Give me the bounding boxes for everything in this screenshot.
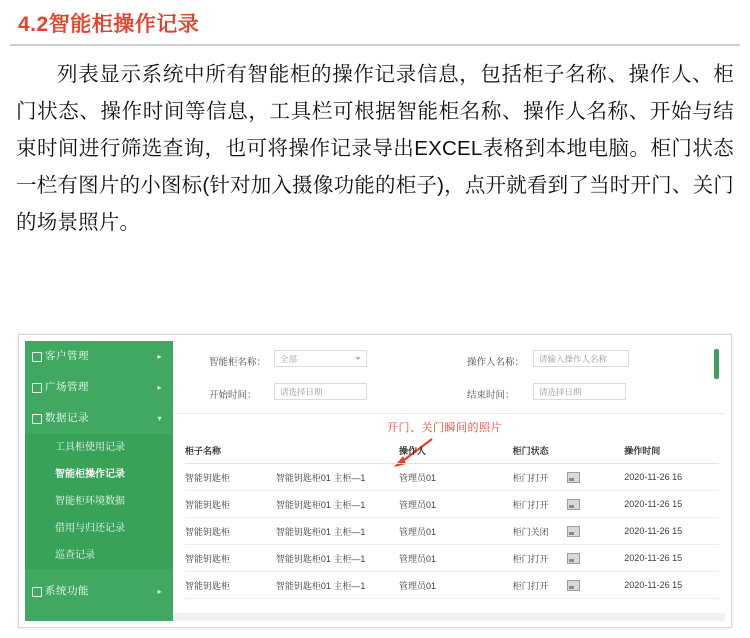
table-header-row — [185, 437, 719, 464]
sidebar — [25, 341, 173, 621]
end-time-label: 结束时间： — [467, 390, 515, 401]
sidebar-item-label: 系统功能 — [45, 585, 89, 597]
horizontal-scrollbar[interactable] — [173, 613, 725, 621]
cell-operator: 管理员01 — [398, 472, 436, 483]
cell-state — [513, 552, 625, 565]
column-header-time: 操作时间 — [624, 445, 661, 456]
state-label: 柜门打开 — [512, 472, 549, 483]
cell-cabinet-detail: 智能钥匙柜01 主柜—1 — [275, 472, 366, 483]
chevron-down-icon — [355, 357, 361, 360]
cell-cabinet: 智能钥匙柜 — [185, 526, 231, 537]
cell-operator: 管理员01 — [398, 526, 436, 537]
table-row[interactable] — [185, 491, 719, 518]
scrollbar-thumb[interactable] — [714, 349, 719, 379]
photo-icon[interactable] — [567, 499, 580, 510]
cell-time: 2020-11-26 16 — [624, 472, 683, 482]
sidebar-item-smart-cabinet-environment[interactable]: 智能柜环境数据 — [25, 488, 173, 515]
sidebar-item-square[interactable] — [25, 372, 173, 403]
heading-divider — [10, 44, 740, 46]
cell-operator: 管理员01 — [398, 580, 436, 591]
state-label: 柜门打开 — [512, 553, 549, 564]
photo-icon[interactable] — [567, 526, 580, 537]
cell-state — [513, 579, 625, 592]
sidebar-item-label: 数据记录 — [45, 412, 89, 424]
end-time-placeholder: 请选择日期 — [539, 387, 582, 397]
gear-icon — [32, 587, 42, 597]
sidebar-item-borrow-return[interactable]: 借用与归还记录 — [25, 515, 173, 542]
box-icon — [32, 414, 42, 424]
cell-cabinet-detail: 智能钥匙柜01 主柜—1 — [275, 499, 366, 510]
sidebar-item-customer[interactable] — [25, 341, 173, 372]
state-label: 柜门打开 — [512, 580, 549, 591]
cell-time: 2020-11-26 15 — [624, 526, 683, 536]
column-header-operator: 操作人 — [398, 445, 426, 456]
cell-time: 2020-11-26 15 — [624, 553, 683, 563]
cell-time: 2020-11-26 15 — [624, 580, 683, 590]
cell-operator: 管理员01 — [398, 499, 436, 510]
cell-operator: 管理员01 — [398, 553, 436, 564]
box-icon — [32, 352, 42, 362]
cell-state — [513, 498, 625, 511]
sidebar-item-label: 广场管理 — [45, 381, 89, 393]
chevron-right-icon: ▸ — [157, 383, 162, 392]
chevron-down-icon: ▾ — [157, 414, 162, 423]
cabinet-name-value: 全部 — [280, 354, 298, 364]
sidebar-item-data-records[interactable] — [25, 403, 173, 434]
sidebar-item-smart-cabinet-operations[interactable]: 智能柜操作记录 — [25, 461, 173, 488]
operator-placeholder: 请输入操作人名称 — [539, 354, 608, 364]
cell-cabinet: 智能钥匙柜 — [185, 580, 231, 591]
sidebar-item-system[interactable] — [25, 576, 173, 607]
cell-cabinet-detail: 智能钥匙柜01 主柜—1 — [275, 526, 366, 537]
sidebar-item-patrol-records[interactable]: 巡查记录 — [25, 542, 173, 569]
sidebar-item-tool-cabinet-usage[interactable]: 工具柜使用记录 — [25, 434, 173, 461]
chevron-right-icon: ▸ — [157, 352, 162, 361]
box-icon — [32, 383, 42, 393]
cell-cabinet-detail: 智能钥匙柜01 主柜—1 — [275, 553, 366, 564]
photo-icon[interactable] — [567, 580, 580, 591]
state-label: 柜门关闭 — [512, 526, 549, 537]
operation-records-table — [185, 437, 719, 599]
cell-cabinet: 智能钥匙柜 — [185, 472, 231, 483]
table-row[interactable] — [185, 572, 719, 599]
table-row[interactable] — [185, 545, 719, 572]
cell-cabinet: 智能钥匙柜 — [185, 553, 231, 564]
cell-cabinet-detail: 智能钥匙柜01 主柜—1 — [275, 580, 366, 591]
cell-state — [513, 525, 625, 538]
cabinet-name-select[interactable] — [274, 350, 367, 367]
column-header-cabinet: 柜子名称 — [185, 445, 222, 456]
app-window — [25, 341, 725, 621]
annotation-text: 开门、关门瞬间的照片 — [387, 422, 502, 434]
state-label: 柜门打开 — [512, 499, 549, 510]
table-row[interactable] — [185, 518, 719, 545]
end-time-input[interactable] — [533, 383, 626, 400]
section-heading: 4.2智能柜操作记录 — [18, 13, 200, 36]
operator-label: 操作人名称： — [467, 357, 525, 368]
photo-icon[interactable] — [567, 553, 580, 564]
body-paragraph: 列表显示系统中所有智能柜的操作记录信息，包括柜子名称、操作人、柜门状态、操作时间等信息，工具栏可根据智能柜名称、操作人名称、开始与结束时间进行筛选查询，也可将操作记录导出EXCEL表格到本地电脑。柜门状态一栏有图片的小图标(针对加入摄像功能的柜子)，点开就看到了当时开门、关门的场景照片。 — [16, 63, 734, 234]
filter-toolbar — [173, 341, 725, 414]
table-row[interactable] — [185, 464, 719, 491]
cell-time: 2020-11-26 15 — [624, 499, 683, 509]
start-time-placeholder: 请选择日期 — [280, 387, 323, 397]
chevron-right-icon: ▸ — [157, 587, 162, 596]
column-header-state: 柜门状态 — [512, 445, 549, 456]
sidebar-item-label: 客户管理 — [45, 350, 89, 362]
cell-cabinet: 智能钥匙柜 — [185, 499, 231, 510]
start-time-label: 开始时间： — [209, 390, 257, 401]
cell-state — [513, 471, 625, 484]
start-time-input[interactable] — [274, 383, 367, 400]
operator-input[interactable] — [533, 350, 629, 367]
screenshot-figure — [18, 334, 732, 628]
content-area — [173, 341, 725, 621]
cabinet-name-label: 智能柜名称： — [209, 357, 267, 368]
photo-icon[interactable] — [567, 472, 580, 483]
